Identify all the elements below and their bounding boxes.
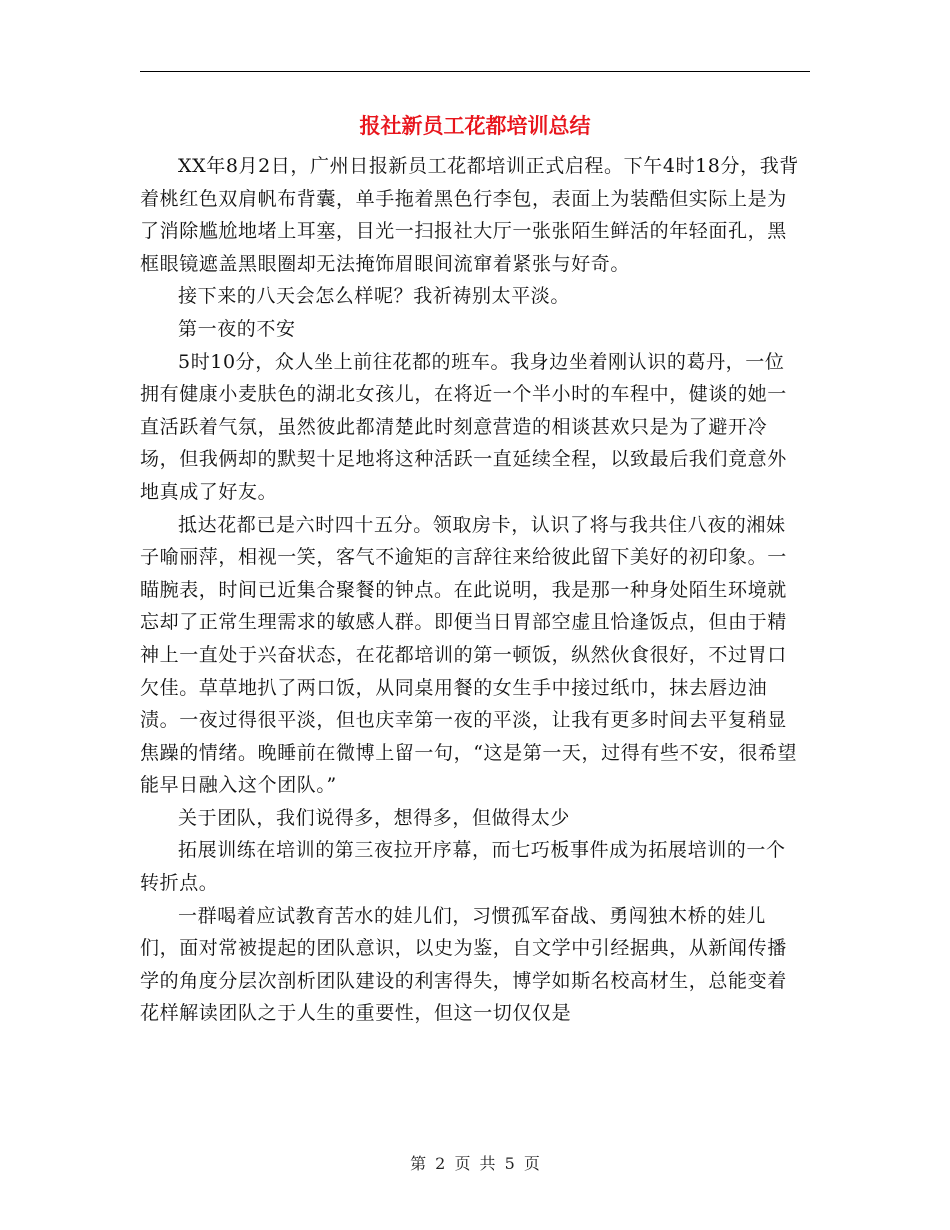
body-paragraph: 5时10分，众人坐上前往花都的班车。我身边坐着刚认识的葛丹，一位拥有健康小麦肤色的湖北女孩儿，在将近一个半小时的车程中，健谈的她一直活跃着气氛，虽然彼此都清楚此时刻意营造的相谈甚欢只是为了避开冷场，但我俩却的默契十足地将这种活跃一直延续全程，以致最后我们竟意外地真成了好友。 xyxy=(140,350,787,503)
section-heading: 关于团队，我们说得多，想得多，但做得太少 xyxy=(178,806,571,829)
document-body xyxy=(140,150,800,1030)
body-paragraph: 抵达花都已是六时四十五分。领取房卡，认识了将与我共住八夜的湘妹子喻丽萍，相视一笑，客气不逾矩的言辞往来给彼此留下美好的初印象。一瞄腕表，时间已近集合聚餐的钟点。在此说明，我是那一种身处陌生环境就忘却了正常生理需求的敏感人群。即便当日胃部空虚且恰逢饭点，但由于精神上一直处于兴奋状态，在花都培训的第一顿饭，纵然伙食很好，不过胃口欠佳。草草地扒了两口饭，从同桌用餐的女生手中接过纸巾，抹去唇边油渍。一夜过得很平淡，但也庆幸第一夜的平淡，让我有更多时间去平复稍显焦躁的情绪。晚睡前在微博上留一句，“这是第一天，过得有些不安，很希望能早日融入这个团队。” xyxy=(140,513,798,797)
body-paragraph: XX年8月2日，广州日报新员工花都培训正式启程。下午4时18分，我背着桃红色双肩帆布背囊，单手拖着黑色行李包，表面上为装酷但实际上是为了消除尴尬地堵上耳塞，目光一扫报社大厅一张张陌生鲜活的年轻面孔，黑框眼镜遮盖黑眼圈却无法掩饰眉眼间流窜着紧张与好奇。 xyxy=(140,155,799,275)
body-paragraph: 拓展训练在培训的第三夜拉开序幕，而七巧板事件成为拓展培训的一个转折点。 xyxy=(140,839,786,895)
document-title: 报社新员工花都培训总结 xyxy=(359,113,591,138)
body-paragraph: 接下来的八天会怎么样呢？我祈祷别太平淡。 xyxy=(178,285,571,308)
body-paragraph: 一群喝着应试教育苦水的娃儿们，习惯孤军奋战、勇闯独木桥的娃儿们，面对常被提起的团队意识，以史为鉴，自文学中引经据典，从新闻传播学的角度分层次剖析团队建设的利害得失，博学如斯名校高材生，总能变着花样解读团队之于人生的重要性，但这一切仅仅是 xyxy=(140,904,787,1025)
page-number-footer: 第 2 页 共 5 页 xyxy=(410,1154,540,1173)
section-heading: 第一夜的不安 xyxy=(178,317,296,340)
header-rule xyxy=(140,71,810,72)
